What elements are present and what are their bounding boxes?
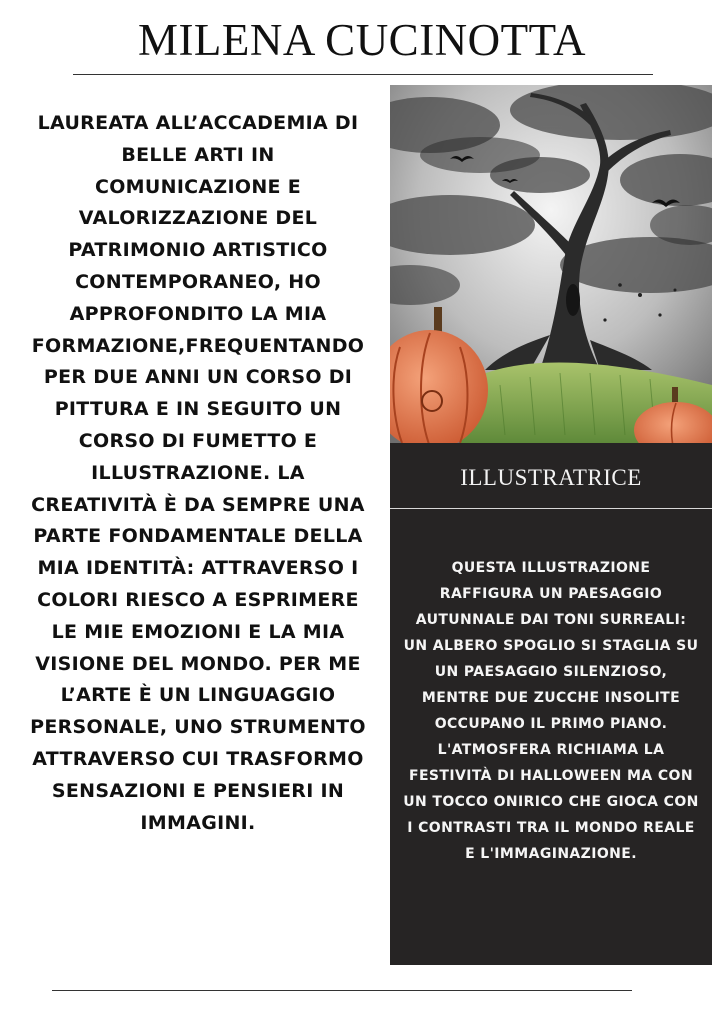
panel-label: ILLUSTRATRICE	[460, 465, 642, 490]
bio-text: LAUREATA ALL’ACCADEMIA DI BELLE ARTI IN COMUNICAZIONE E VALORIZZAZIONE DEL PATRIMONIO ARTISTICO CONTEMPORANEO, HO APPROFONDITO LA MIA FORMAZIONE,FREQUENTANDO PER DUE ANNI UN CORSO DI PITTURA E IN SEGUITO UN CORSO DI FUMETTO E ILLUSTRAZIONE. LA CREATIVITÀ È DA SEMPRE UNA PARTE FONDAMENTALE DELLA MIA IDENTITÀ: ATTRAVERSO I COLORI RIESCO A ESPRIMERE LE MIE EMOZIONI E LA MIA VISIONE DEL MONDO. PER ME L’ARTE È UN LINGUAGGIO PERSONALE, UNO STRUMENTO ATTRAVERSO CUI TRASFORMO SENSAZIONI E PENSIERI IN IMMAGINI.	[30, 112, 366, 834]
illustration-caption: QUESTA ILLUSTRAZIONE RAFFIGURA UN PAESAGGIO AUTUNNALE DAI TONI SURREALI: UN ALBERO SPOGLIO SI STAGLIA SU UN PAESAGGIO SILENZIOSO, MENTRE DUE ZUCCHE INSOLITE OCCUPANO IL PRIMO PIANO. L'ATMOSFERA RICHIAMA LA FESTIVITÀ DI HALLOWEEN MA CON UN TOCCO ONIRICO CHE GIOCA CON I CONTRASTI TRA IL MONDO REALE E L'IMMAGINAZIONE.	[403, 560, 699, 862]
page-title: MILENA CUCINOTTA	[137, 15, 587, 65]
panel-divider	[390, 508, 712, 509]
title-divider	[73, 74, 653, 75]
illustration-artwork	[390, 85, 712, 443]
illustration-image	[390, 85, 712, 443]
description-panel	[390, 443, 712, 965]
footer-divider	[52, 990, 632, 991]
